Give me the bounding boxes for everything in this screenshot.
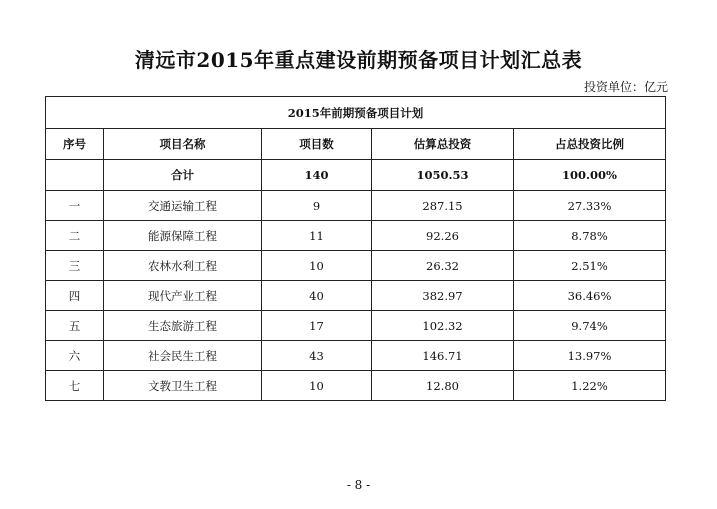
total-index: [46, 160, 104, 191]
page-number: - 8 -: [346, 478, 371, 492]
row-investment: 26.32: [372, 251, 514, 281]
header-index: 序号: [46, 129, 104, 160]
row-project-count: 10: [262, 251, 372, 281]
row-ratio: 2.51%: [514, 251, 666, 281]
table-row: [46, 251, 666, 281]
row-project-count: 9: [262, 191, 372, 221]
row-ratio: 13.97%: [514, 341, 666, 371]
row-index: 三: [46, 251, 104, 281]
total-name: 合计: [104, 160, 262, 191]
row-ratio: 8.78%: [514, 221, 666, 251]
table-row: [46, 221, 666, 251]
row-project-name: 能源保障工程: [104, 221, 262, 251]
row-index: 六: [46, 341, 104, 371]
header-project-name: 项目名称: [104, 129, 262, 160]
row-ratio: 27.33%: [514, 191, 666, 221]
row-project-name: 生态旅游工程: [104, 311, 262, 341]
table-row: [46, 311, 666, 341]
row-project-name: 交通运输工程: [104, 191, 262, 221]
total-investment: 1050.53: [372, 160, 514, 191]
row-ratio: 9.74%: [514, 311, 666, 341]
row-index: 二: [46, 221, 104, 251]
row-project-count: 43: [262, 341, 372, 371]
row-project-count: 11: [262, 221, 372, 251]
row-index: 一: [46, 191, 104, 221]
table-row: [46, 371, 666, 401]
row-project-name: 现代产业工程: [104, 281, 262, 311]
table-row: [46, 281, 666, 311]
row-ratio: 1.22%: [514, 371, 666, 401]
row-investment: 102.32: [372, 311, 514, 341]
row-investment: 382.97: [372, 281, 514, 311]
row-index: 七: [46, 371, 104, 401]
table-total-row: [46, 160, 666, 191]
row-project-name: 文教卫生工程: [104, 371, 262, 401]
row-investment: 287.15: [372, 191, 514, 221]
header-investment-ratio: 占总投资比例: [514, 129, 666, 160]
investment-unit-label: 投资单位：亿元: [583, 80, 668, 94]
row-investment: 146.71: [372, 341, 514, 371]
table-caption-row: [46, 97, 666, 129]
row-project-count: 17: [262, 311, 372, 341]
row-investment: 92.26: [372, 221, 514, 251]
header-estimated-investment: 估算总投资: [372, 129, 514, 160]
total-ratio: 100.00%: [514, 160, 666, 191]
table-row: [46, 341, 666, 371]
row-project-name: 社会民生工程: [104, 341, 262, 371]
row-index: 五: [46, 311, 104, 341]
row-project-name: 农林水利工程: [104, 251, 262, 281]
row-index: 四: [46, 281, 104, 311]
row-ratio: 36.46%: [514, 281, 666, 311]
document-title: 清远市2015年重点建设前期预备项目计划汇总表: [134, 48, 583, 72]
table-caption: 2015年前期预备项目计划: [46, 97, 666, 129]
table-header-row: [46, 129, 666, 160]
table-row: [46, 191, 666, 221]
total-count: 140: [262, 160, 372, 191]
row-project-count: 10: [262, 371, 372, 401]
header-project-count: 项目数: [262, 129, 372, 160]
project-summary-table: [45, 96, 666, 401]
row-investment: 12.80: [372, 371, 514, 401]
row-project-count: 40: [262, 281, 372, 311]
